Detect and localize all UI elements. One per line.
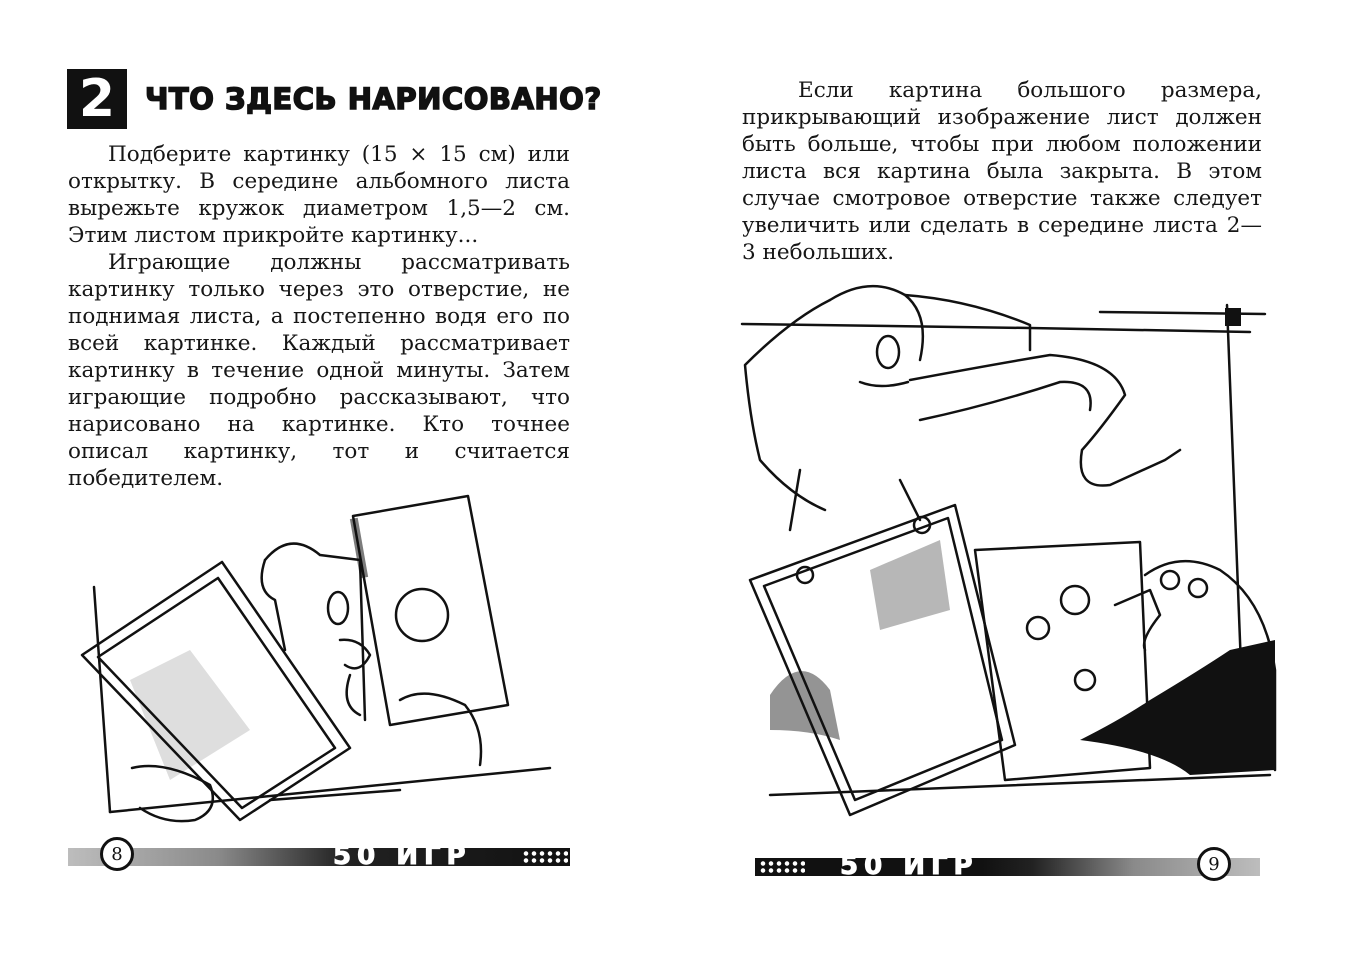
paragraph: Играющие должны рассматривать картинку только через это отверстие, не поднимая листа, а постепенно водя его по всей картинке. Каждый рассматривает картинку в течение одной минуты. Затем играющие подробно рассказывают, что нарисовано на картинке. Кто точнее описал картинку, тот и считается победителем.	[68, 250, 570, 491]
series-label: 50 ИГР	[333, 841, 472, 871]
paragraph: Если картина большого размера, прикрывающий изображение лист должен быть больше, чтобы при любом положении листа вся картина была закрыта. В этом случае смотровое отверстие также следует увеличить или сделать в середине листа 2—3 небольших.	[742, 78, 1262, 265]
elephant-bird-illustration	[730, 270, 1280, 830]
decorative-strip	[68, 848, 570, 866]
left-page	[0, 0, 675, 980]
dots-decoration	[522, 850, 568, 864]
decorative-strip	[755, 858, 1260, 876]
chapter-number: 2	[67, 69, 127, 129]
paragraph: Подберите картинку (15 × 15 см) или открытку. В середине альбомного листа вырежьте кружок диаметром 1,5—2 см. Этим листом прикройте картинку...	[68, 142, 570, 248]
left-body-text	[68, 141, 570, 492]
right-body-text	[742, 77, 1262, 266]
page-number: 9	[1197, 847, 1231, 881]
chapter-heading	[67, 68, 602, 130]
footer-bar-right	[755, 852, 1260, 882]
chapter-title: ЧТО ЗДЕСЬ НАРИСОВАНО?	[145, 82, 602, 116]
dots-decoration	[759, 860, 805, 874]
footer-bar-left	[68, 842, 570, 872]
bear-illustration	[70, 490, 590, 830]
page-number: 8	[100, 837, 134, 871]
series-label: 50 ИГР	[840, 851, 979, 881]
